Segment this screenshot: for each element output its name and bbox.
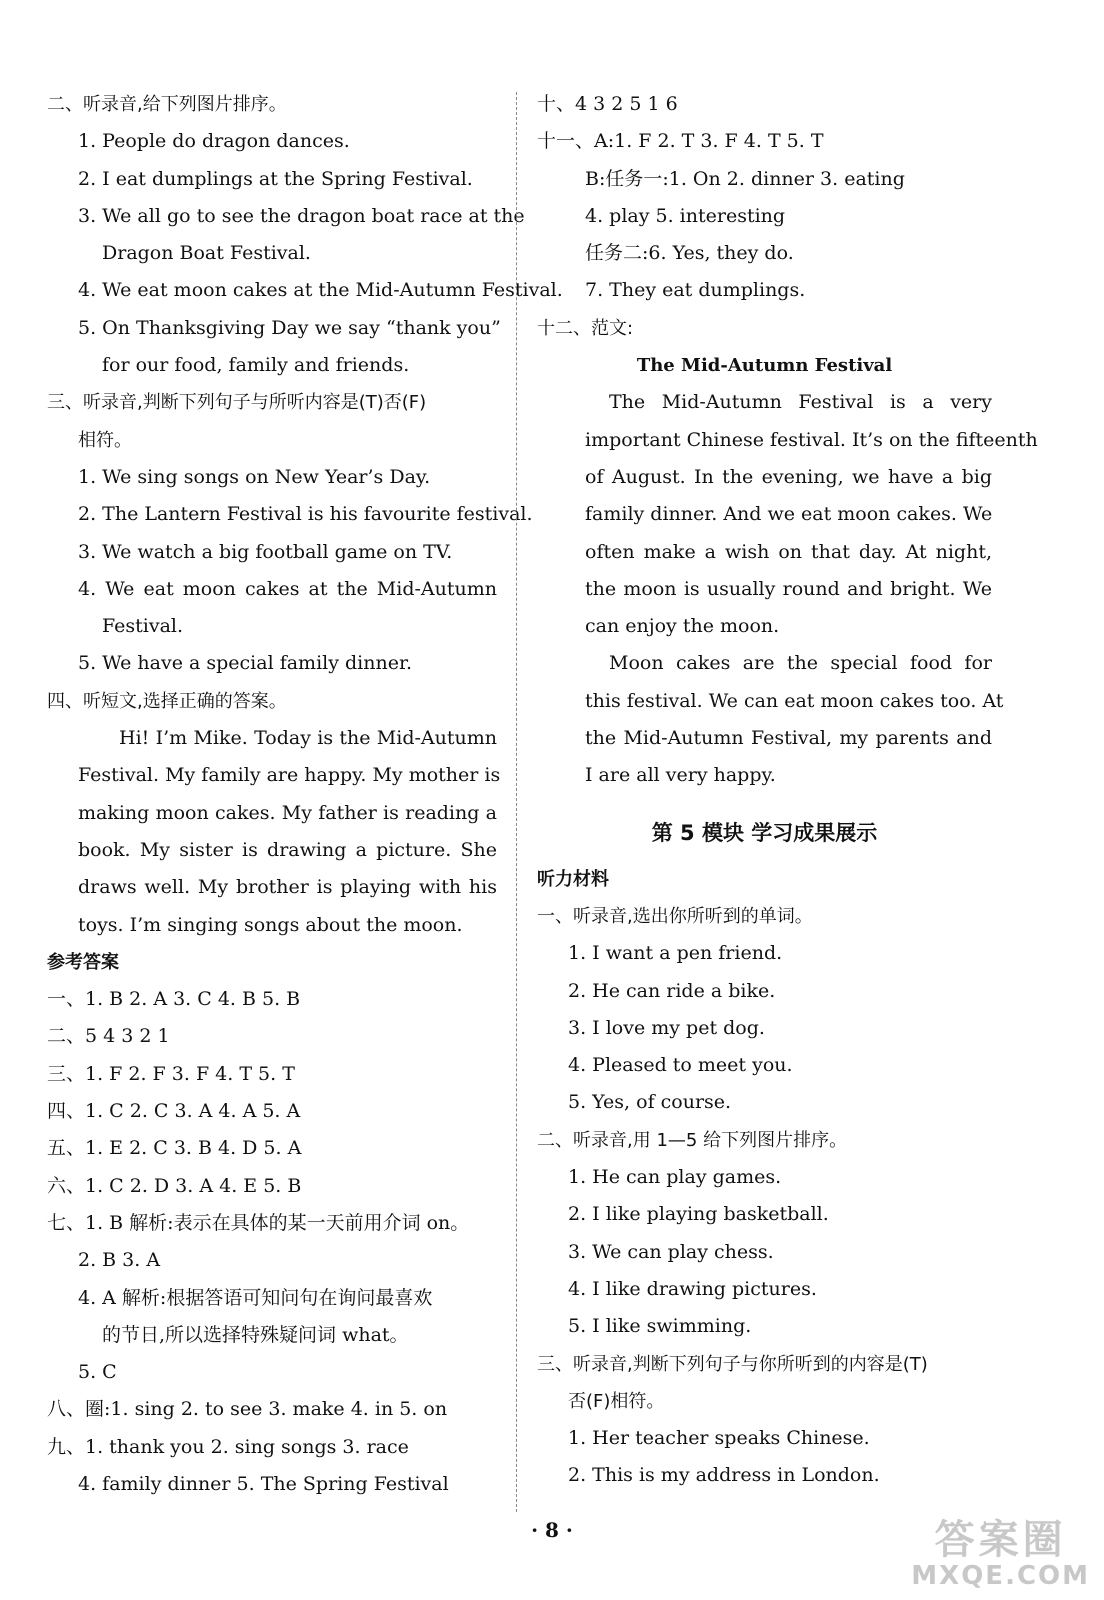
text-line: 十、4 3 2 5 1 6 (537, 93, 678, 115)
text-line: 5. C (78, 1361, 117, 1384)
text-line: 2. I eat dumplings at the Spring Festival. (78, 167, 473, 190)
text-line: Moon cakes are the special food for (609, 652, 992, 675)
text-line: 4. play 5. interesting (585, 204, 786, 227)
text-line: 三、1. F 2. F 3. F 4. T 5. T (47, 1062, 295, 1085)
text-line: can enjoy the moon. (585, 615, 780, 638)
text-line: 4. We eat moon cakes at the Mid-Autumn (78, 577, 497, 600)
right-top-section (537, 86, 1038, 795)
text-line: 的节日,所以选择特殊疑问词 what。 (102, 1323, 409, 1346)
text-line: Dragon Boat Festival. (102, 242, 311, 265)
text-line: 3. We watch a big football game on TV. (78, 540, 453, 563)
column-divider (516, 92, 517, 1512)
text-line: 2. The Lantern Festival is his favourite festival. (78, 503, 533, 526)
text-line: The Mid-Autumn Festival is a very (609, 391, 992, 414)
text-line: 2. I like playing basketball. (568, 1203, 829, 1226)
text-line: 二、5 4 3 2 1 (47, 1025, 170, 1048)
text-line: 3. I love my pet dog. (568, 1016, 765, 1039)
text-line: I are all very happy. (585, 764, 776, 787)
text-line: important Chinese festival. It’s on the fifteenth (585, 428, 1038, 451)
text-line: Hi! I’m Mike. Today is the Mid-Autumn (119, 727, 497, 750)
text-line: 4. Pleased to meet you. (568, 1054, 793, 1077)
text-line: 二、听录音,给下列图片排序。 (47, 94, 287, 115)
page-number: · 8 · (531, 1518, 573, 1542)
text-line: 5. Yes, of course. (568, 1091, 732, 1114)
text-line: 听力材料 (537, 868, 609, 890)
text-line: 六、1. C 2. D 3. A 4. E 5. B (47, 1174, 302, 1197)
text-line: of August. In the evening, we have a big (585, 465, 992, 488)
text-line: Festival. My family are happy. My mother is (78, 764, 501, 787)
text-line: 任务二:6. Yes, they do. (585, 242, 794, 265)
text-line: 十一、A:1. F 2. T 3. F 4. T 5. T (537, 130, 824, 153)
text-line: Festival. (102, 615, 184, 638)
text-line: often make a wish on that day. At night, (585, 540, 992, 563)
text-line: for our food, family and friends. (102, 354, 410, 377)
module-title: 第 5 模块 学习成果展示 (651, 820, 878, 845)
text-line: 4. We eat moon cakes at the Mid-Autumn Festival. (78, 279, 563, 302)
text-line: 4. I like drawing pictures. (568, 1277, 817, 1300)
text-line: 参考答案 (47, 951, 119, 973)
watermark-bottom: MXQE.COM (911, 1561, 1090, 1591)
text-line: 四、听短文,选择正确的答案。 (47, 690, 287, 712)
text-line: 2. B 3. A (78, 1249, 161, 1272)
text-line: 2. This is my address in London. (568, 1464, 880, 1487)
text-line: 三、听录音,判断下列句子与所听内容是(T)否(F) (47, 392, 427, 414)
left-column (47, 86, 563, 1503)
text-line: 7. They eat dumplings. (585, 279, 806, 302)
text-line: the Mid-Autumn Festival, my parents and (585, 727, 992, 750)
text-line: 七、1. B 解析:表示在具体的某一天前用介词 on。 (47, 1211, 470, 1234)
text-line: 4. family dinner 5. The Spring Festival (78, 1472, 449, 1495)
text-line: 八、圈:1. sing 2. to see 3. make 4. in 5. on (47, 1398, 448, 1421)
text-line: The Mid-Autumn Festival (636, 355, 893, 377)
text-line: 1. We sing songs on New Year’s Day. (78, 465, 431, 488)
text-line: 5. On Thanksgiving Day we say “thank you” (78, 316, 501, 339)
right-bottom-section (537, 861, 992, 1495)
text-line: 九、1. thank you 2. sing songs 3. race (47, 1435, 409, 1458)
text-line: 2. He can ride a bike. (568, 979, 776, 1002)
text-line: 十二、范文: (537, 317, 634, 339)
text-line: 3. We can play chess. (568, 1240, 774, 1263)
text-line: toys. I’m singing songs about the moon. (78, 913, 463, 936)
text-line: 一、1. B 2. A 3. C 4. B 5. B (47, 988, 301, 1011)
text-line: 1. He can play games. (568, 1166, 782, 1189)
text-line: 1. I want a pen friend. (568, 942, 783, 965)
text-line: 五、1. E 2. C 3. B 4. D 5. A (47, 1137, 302, 1160)
watermark-top: 答案圈 (934, 1517, 1067, 1563)
text-line: draws well. My brother is playing with his (78, 876, 497, 899)
text-line: book. My sister is drawing a picture. She (78, 838, 497, 861)
text-line: 3. We all go to see the dragon boat race at the (78, 204, 525, 227)
watermark-logo (911, 1518, 1090, 1590)
text-line: 1. Her teacher speaks Chinese. (568, 1427, 870, 1450)
text-line: 二、听录音,用 1—5 给下列图片排序。 (537, 1129, 848, 1151)
text-line: family dinner. And we eat moon cakes. We (585, 503, 993, 526)
text-line: 一、听录音,选出你所听到的单词。 (537, 905, 813, 927)
text-line: 四、1. C 2. C 3. A 4. A 5. A (47, 1100, 301, 1123)
right-column (537, 86, 1038, 1495)
text-line: making moon cakes. My father is reading a (78, 801, 497, 824)
text-line: the moon is usually round and bright. We (585, 577, 992, 600)
text-line: 4. A 解析:根据答语可知问句在询问最喜欢 (78, 1286, 433, 1309)
text-line: 相符。 (78, 429, 132, 451)
text-line: 5. We have a special family dinner. (78, 652, 412, 675)
text-line: 5. I like swimming. (568, 1315, 752, 1338)
text-line: this festival. We can eat moon cakes too. At (585, 689, 1004, 712)
text-line: 1. People do dragon dances. (78, 130, 350, 153)
text-line: 三、听录音,判断下列句子与你所听到的内容是(T) (537, 1353, 928, 1375)
text-line: B:任务一:1. On 2. dinner 3. eating (585, 167, 905, 190)
text-line: 否(F)相符。 (568, 1390, 665, 1412)
